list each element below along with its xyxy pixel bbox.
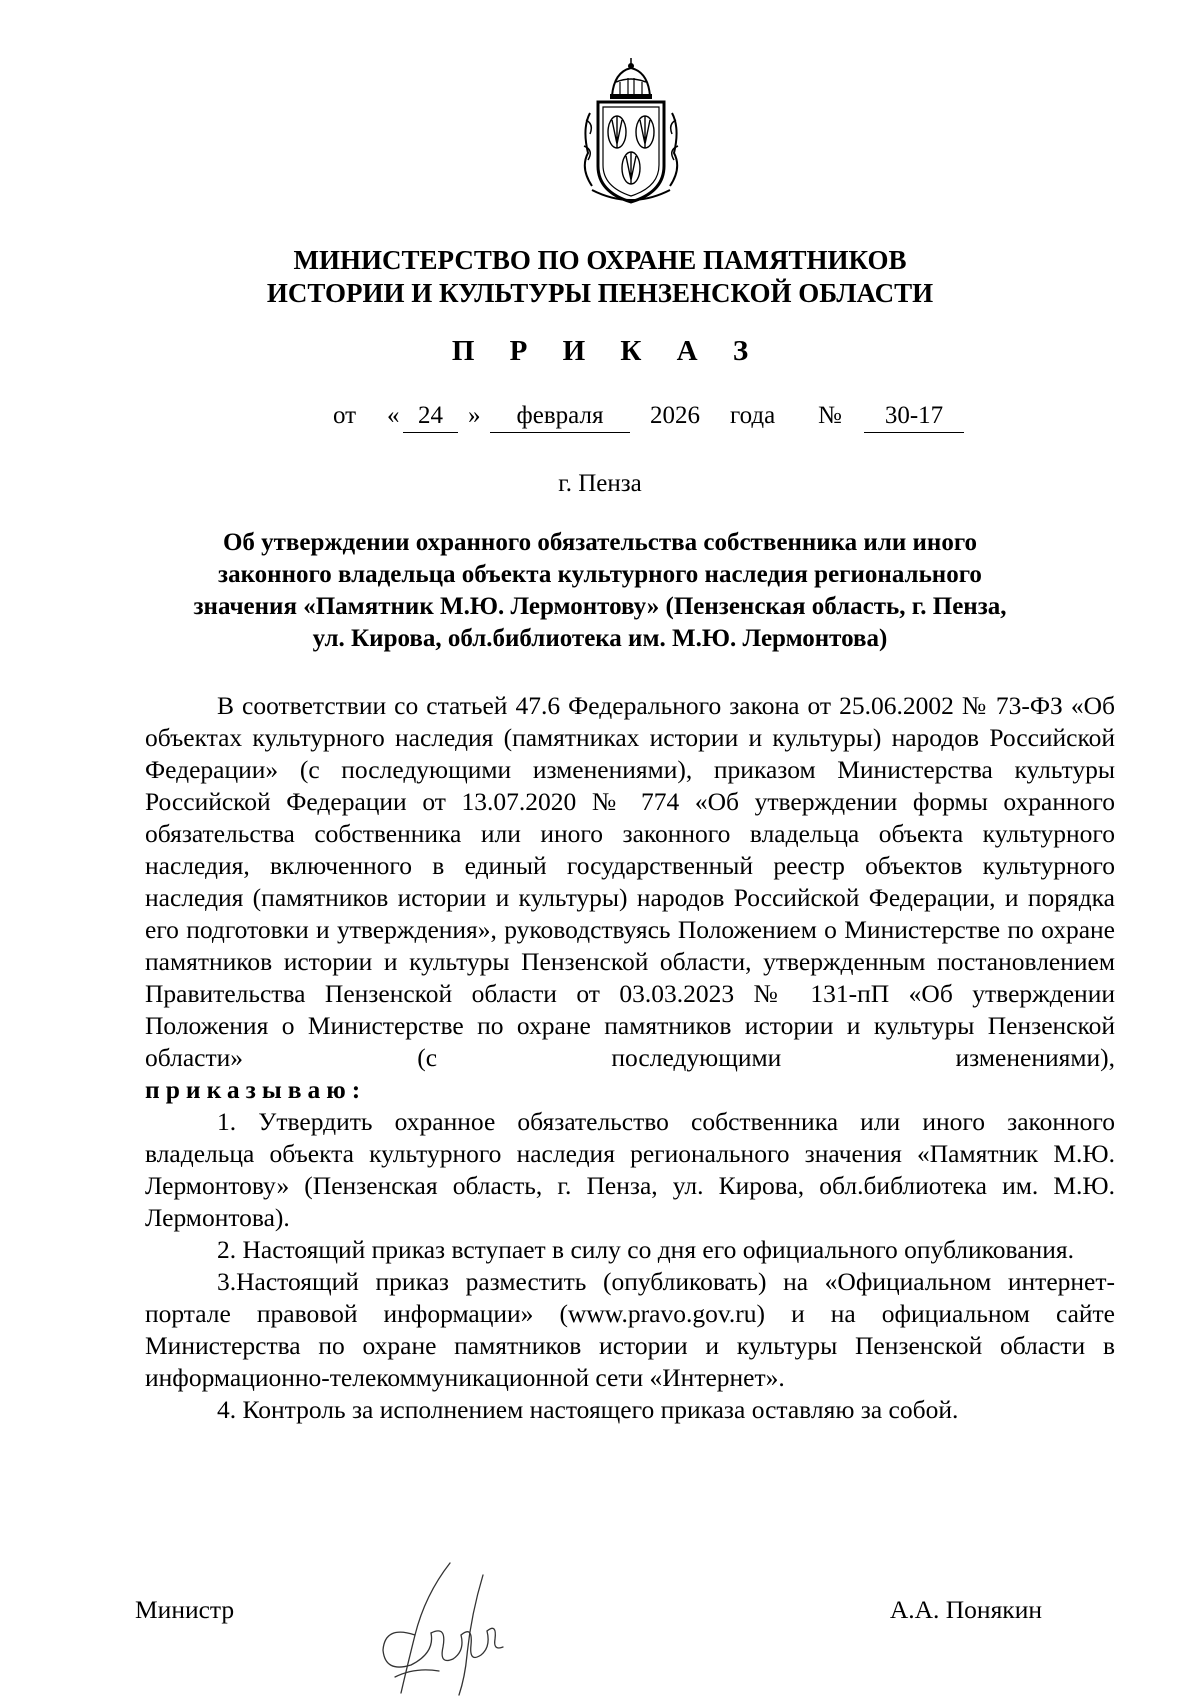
order-item-1: 1. Утвердить охранное обязательство собственника или иного законного владельца объекта культурного наследия регионального значения «Памятник М.Ю. Лермонтову» (Пензенская область, г. Пенза, ул. Кирова, обл.библиотека им. М.Ю. Лермонтова). bbox=[145, 1107, 1115, 1232]
subject-line-3: значения «Памятник М.Ю. Лермонтову» (Пензенская область, г. Пенза, bbox=[193, 593, 1007, 620]
document-body bbox=[145, 690, 1115, 1426]
date-day: 24 bbox=[403, 402, 458, 433]
order-item-4: 4. Контроль за исполнением настоящего приказа оставляю за собой. bbox=[217, 1395, 959, 1424]
subject-line-4: ул. Кирова, обл.библиотека им. М.Ю. Лермонтова) bbox=[312, 625, 888, 652]
date-line bbox=[0, 402, 1200, 442]
city-name: г. Пенза bbox=[558, 470, 642, 497]
signatory-name: А.А. Понякин bbox=[889, 1595, 1042, 1624]
preamble-paragraph: В соответствии со статьей 47.6 Федерального закона от 25.06.2002 № 73-ФЗ «Об объектах культурного наследия (памятниках истории и культуры) народов Российской Федерации» (с последующими изменениями), приказом Министерства культуры Российской Федерации от 13.07.2020 № 774 «Об утверждении формы охранного обязательства собственника или иного законного владельца объекта культурного наследия, включенного в единый государственный реестр объектов культурного наследия (памятников истории и культуры) народов Российской Федерации, и порядка его подготовки и утверждения», руководствуясь Положением о Министерстве по охране памятников истории и культуры Пензенской области, утвержденным постановлением Правительства Пензенской области от 03.03.2023 № 131-пП «Об утверждении Положения о Министерстве по охране памятников истории и культуры Пензенской области» (с последующими изменениями), bbox=[145, 691, 1115, 1072]
order-word: приказываю: bbox=[145, 1075, 367, 1104]
document-title: П Р И К А З bbox=[451, 335, 763, 367]
date-year: 2026 bbox=[650, 402, 700, 429]
order-item-2: 2. Настоящий приказ вступает в силу со дня его официального опубликования. bbox=[217, 1235, 1074, 1264]
coat-of-arms-emblem bbox=[572, 58, 690, 208]
ministry-name-line-1: МИНИСТЕРСТВО ПО ОХРАНЕ ПАМЯТНИКОВ bbox=[293, 245, 907, 275]
order-item-3: 3.Настоящий приказ разместить (опубликовать) на «Официальном интернет-портале правовой информации» (www.pravo.gov.ru) и на официальном сайте Министерства по охране памятников истории и культуры Пензенской области в информационно-телекоммуникационной сети «Интернет». bbox=[145, 1267, 1115, 1392]
subject-line-2: законного владельца объекта культурного наследия регионального bbox=[218, 561, 982, 588]
document-number: 30-17 bbox=[864, 402, 964, 433]
subject-line-1: Об утверждении охранного обязательства собственника или иного bbox=[222, 529, 978, 556]
order-paragraph bbox=[145, 1074, 1115, 1106]
handwritten-signature bbox=[355, 1555, 535, 1698]
document-subject bbox=[150, 527, 1050, 655]
date-prefix: от bbox=[333, 402, 357, 429]
date-year-word: года bbox=[730, 402, 776, 429]
signatory-position: Министр bbox=[135, 1595, 235, 1624]
date-close-quote: » bbox=[468, 402, 481, 429]
number-sign: № bbox=[818, 402, 842, 429]
date-open-quote: « bbox=[387, 402, 400, 429]
ministry-name-line-2: ИСТОРИИ И КУЛЬТУРЫ ПЕНЗЕНСКОЙ ОБЛАСТИ bbox=[266, 278, 934, 308]
date-month: февраля bbox=[490, 402, 630, 433]
